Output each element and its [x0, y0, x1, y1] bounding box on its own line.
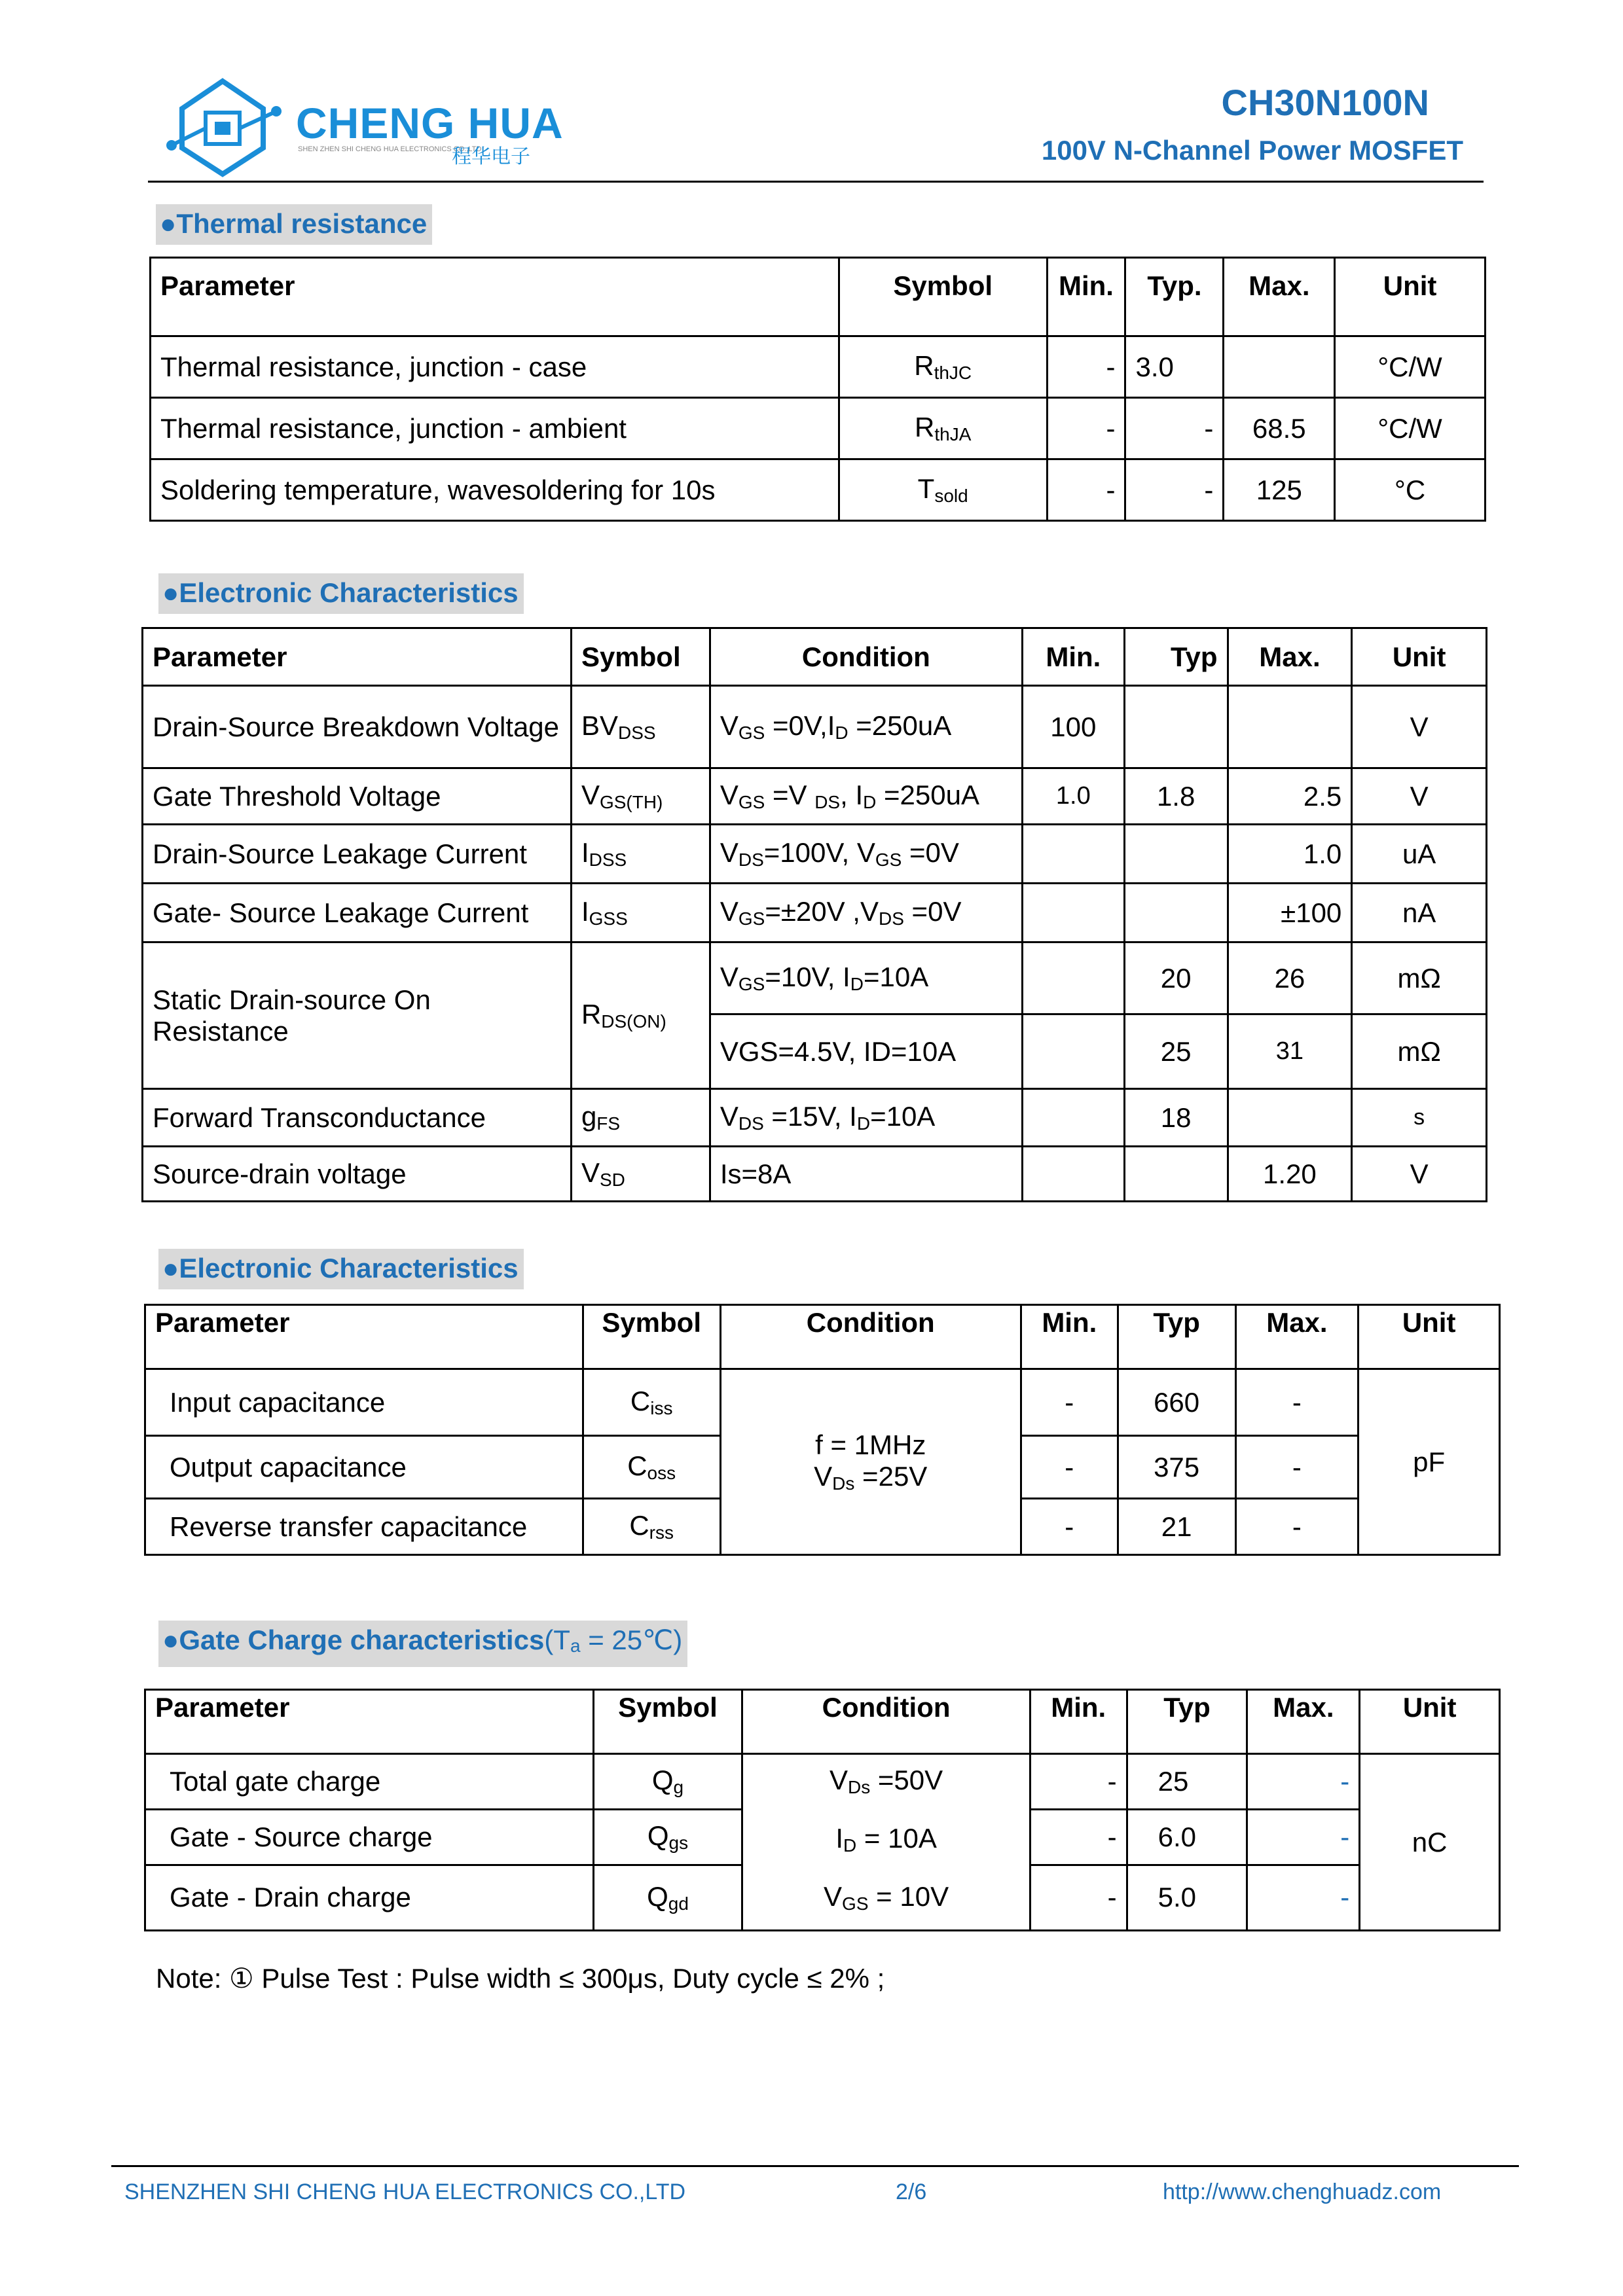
max-cell: - [1235, 1499, 1359, 1555]
col-header-typ: Typ [1124, 628, 1228, 686]
condition-frequency: f = 1MHz [815, 1429, 926, 1460]
unit-cell: V [1352, 768, 1487, 825]
param-cell: Input capacitance [145, 1369, 583, 1436]
typ-cell: 25 [1124, 1014, 1228, 1089]
typ-cell: - [1125, 398, 1224, 459]
col-header-parameter: Parameter [145, 1305, 583, 1369]
table-row [145, 1369, 1500, 1436]
table-row [151, 336, 1486, 398]
unit-cell: pF [1359, 1369, 1500, 1555]
table-row [145, 1754, 1500, 1810]
capacitance-table [144, 1304, 1501, 1556]
table-row [143, 768, 1487, 825]
min-cell: - [1021, 1499, 1118, 1555]
brand-name: CHENG HUA [296, 99, 564, 147]
symbol-cell: $Q_{gd}$ [593, 1865, 742, 1930]
typ-cell: 18 [1124, 1089, 1228, 1147]
col-header-parameter: Parameter [143, 628, 572, 686]
table-row [143, 1089, 1487, 1147]
col-header-parameter: Parameter [151, 258, 839, 336]
thermal-table [149, 257, 1486, 522]
part-description: 100V N-Channel Power MOSFET [1041, 135, 1463, 166]
unit-cell: mΩ [1352, 942, 1487, 1014]
param-cell: Total gate charge [145, 1754, 594, 1810]
param-cell: Source-drain voltage [143, 1147, 572, 1202]
table-row [143, 686, 1487, 768]
footnote: Note: ① Pulse Test : Pulse width ≤ 300μs, Duty cycle ≤ 2% ; [156, 1963, 885, 1994]
col-header-unit: Unit [1335, 258, 1486, 336]
unit-cell: s [1352, 1089, 1487, 1147]
col-header-unit: Unit [1352, 628, 1487, 686]
min-cell [1022, 1147, 1124, 1202]
min-cell: 1.0 [1022, 768, 1124, 825]
condition-cell: $V_{DS} =15V$, $I_D=10A$ [710, 1089, 1022, 1147]
col-header-parameter: Parameter [145, 1690, 594, 1754]
footer-url-link[interactable]: http://www.chenghuadz.com [1163, 2179, 1442, 2204]
section-title-capacitance: ●Electronic Characteristics [158, 1249, 524, 1289]
col-header-min: Min. [1047, 258, 1125, 336]
param-cell: Drain-Source Breakdown Voltage [143, 686, 572, 768]
min-cell [1022, 825, 1124, 884]
condition-vgs: $V_{GS} = 10V$ [824, 1881, 949, 1914]
table-row [151, 459, 1486, 521]
min-cell: - [1030, 1865, 1127, 1930]
max-cell: 1.20 [1228, 1147, 1352, 1202]
typ-cell: - [1125, 459, 1224, 521]
section-title-electronic: ●Electronic Characteristics [158, 573, 524, 614]
col-header-unit: Unit [1359, 1305, 1500, 1369]
col-header-condition: Condition [720, 1305, 1021, 1369]
gate-charge-table [144, 1689, 1501, 1931]
symbol-cell: $C_{rss}$ [583, 1499, 720, 1555]
symbol-cell: $I_{DSS}$ [571, 825, 710, 884]
condition-cell [720, 1369, 1021, 1555]
symbol-cell: $R_{DS(ON)}$ [571, 942, 710, 1089]
max-cell: - [1247, 1754, 1360, 1810]
symbol-cell: $C_{oss}$ [583, 1436, 720, 1499]
unit-cell: °C/W [1335, 336, 1486, 398]
param-cell: Static Drain-source On Resistance [143, 942, 572, 1089]
min-cell: - [1047, 459, 1125, 521]
table-header-row [145, 1690, 1500, 1754]
min-cell: - [1030, 1809, 1127, 1865]
typ-cell: 5.0 [1127, 1865, 1247, 1930]
max-cell [1228, 686, 1352, 768]
param-cell: Drain-Source Leakage Current [143, 825, 572, 884]
max-cell: - [1235, 1436, 1359, 1499]
typ-cell: 6.0 [1127, 1809, 1247, 1865]
symbol-cell: $C_{iss}$ [583, 1369, 720, 1436]
typ-cell [1124, 1147, 1228, 1202]
col-header-symbol: Symbol [571, 628, 710, 686]
table-row [143, 942, 1487, 1014]
typ-cell [1124, 884, 1228, 942]
col-header-max: Max. [1247, 1690, 1360, 1754]
footer-company: SHENZHEN SHI CHENG HUA ELECTRONICS CO.,LTD [124, 2179, 686, 2204]
param-cell: Soldering temperature, wavesoldering for 10s [151, 459, 839, 521]
max-cell: - [1247, 1865, 1360, 1930]
max-cell: 26 [1228, 942, 1352, 1014]
logo-icon [166, 81, 282, 174]
condition-cell: Is=8A [710, 1147, 1022, 1202]
unit-cell: nC [1360, 1754, 1500, 1931]
typ-cell [1124, 686, 1228, 768]
section-title-thermal: ●Thermal resistance [156, 204, 432, 245]
min-cell: - [1047, 398, 1125, 459]
unit-cell: V [1352, 686, 1487, 768]
table-row [151, 398, 1486, 459]
condition-cell: $V_{GS}=\pm 20V$ $,V_{DS} =0V$ [710, 884, 1022, 942]
table-header-row [145, 1305, 1500, 1369]
table-row [143, 884, 1487, 942]
header-divider [148, 181, 1484, 183]
electronic-table [141, 627, 1487, 1202]
col-header-typ: Typ [1127, 1690, 1247, 1754]
table-header-row [151, 258, 1486, 336]
symbol-cell: $I_{GSS}$ [571, 884, 710, 942]
condition-cell: $V_{GS} =0V,I_D =250uA$ [710, 686, 1022, 768]
typ-cell: 1.8 [1124, 768, 1228, 825]
typ-cell: 3.0 [1125, 336, 1224, 398]
section-title-gate-charge: ●Gate Charge $characteristics(T_a$ = 25℃) [158, 1621, 687, 1667]
param-cell: Output capacitance [145, 1436, 583, 1499]
symbol-cell: $Q_{gs}$ [593, 1809, 742, 1865]
typ-cell: 20 [1124, 942, 1228, 1014]
unit-cell: °C [1335, 459, 1486, 521]
max-cell [1228, 1089, 1352, 1147]
param-cell: Thermal resistance, junction - case [151, 336, 839, 398]
page-number: 2/6 [896, 2179, 927, 2204]
symbol-cell: $V_{SD}$ [571, 1147, 710, 1202]
condition-cell: VGS=4.5V, ID=10A [710, 1014, 1022, 1089]
typ-cell: 660 [1118, 1369, 1235, 1436]
brand-chinese: 程华电子 [452, 145, 530, 168]
param-cell: Forward Transconductance [143, 1089, 572, 1147]
max-cell [1224, 336, 1335, 398]
col-header-max: Max. [1235, 1305, 1359, 1369]
min-cell: - [1047, 336, 1125, 398]
max-cell: 125 [1224, 459, 1335, 521]
table-row [143, 1147, 1487, 1202]
param-cell: Thermal resistance, junction - ambient [151, 398, 839, 459]
condition-cell: $V_{GS} =V$ $_{DS}$, $I_D =250uA$ [710, 768, 1022, 825]
unit-cell: mΩ [1352, 1014, 1487, 1089]
max-cell: 1.0 [1228, 825, 1352, 884]
col-header-condition: Condition [742, 1690, 1030, 1754]
max-cell: ±100 [1228, 884, 1352, 942]
symbol-cell: $T_{sold}$ [839, 459, 1047, 521]
max-cell: 2.5 [1228, 768, 1352, 825]
footer-divider [111, 2165, 1519, 2167]
min-cell: - [1021, 1436, 1118, 1499]
part-number: CH30N100N [1221, 82, 1429, 123]
brand-subtitle: SHEN ZHEN SHI CHENG HUA ELECTRONICS CO.,LTD [298, 145, 482, 153]
param-cell: Gate - Drain charge [145, 1865, 594, 1930]
table-header-row [143, 628, 1487, 686]
condition-cell [742, 1754, 1030, 1931]
symbol-cell: $V_{GS(TH)}$ [571, 768, 710, 825]
condition-id: $I_D = 10A$ [835, 1823, 937, 1856]
max-cell: - [1235, 1369, 1359, 1436]
col-header-typ: Typ [1118, 1305, 1235, 1369]
col-header-min: Min. [1030, 1690, 1127, 1754]
max-cell: 68.5 [1224, 398, 1335, 459]
symbol-cell: $Q_g$ [593, 1754, 742, 1810]
max-cell: 31 [1228, 1014, 1352, 1089]
col-header-max: Max. [1228, 628, 1352, 686]
symbol-cell: $g_{FS}$ [571, 1089, 710, 1147]
unit-cell: nA [1352, 884, 1487, 942]
col-header-symbol: Symbol [583, 1305, 720, 1369]
typ-cell: 25 [1127, 1754, 1247, 1810]
unit-cell: uA [1352, 825, 1487, 884]
condition-vds: $V_{Ds} =25V$ [814, 1461, 928, 1494]
col-header-condition: Condition [710, 628, 1022, 686]
typ-cell: 375 [1118, 1436, 1235, 1499]
symbol-cell: $R_{thJC}$ [839, 336, 1047, 398]
condition-vds: $V_{Ds} =50V$ [829, 1765, 943, 1797]
min-cell: - [1030, 1754, 1127, 1810]
max-cell: - [1247, 1809, 1360, 1865]
typ-cell [1124, 825, 1228, 884]
condition-cell: $V_{DS}=100V$, $V_{GS} =0V$ [710, 825, 1022, 884]
min-cell [1022, 1089, 1124, 1147]
col-header-symbol: Symbol [839, 258, 1047, 336]
condition-cell: $V_{GS}=10V$, $I_D=10A$ [710, 942, 1022, 1014]
symbol-cell: $R_{thJA}$ [839, 398, 1047, 459]
col-header-symbol: Symbol [593, 1690, 742, 1754]
param-cell: Reverse transfer capacitance [145, 1499, 583, 1555]
unit-cell: °C/W [1335, 398, 1486, 459]
param-cell: Gate- Source Leakage Current [143, 884, 572, 942]
col-header-max: Max. [1224, 258, 1335, 336]
col-header-typ: Typ. [1125, 258, 1224, 336]
table-row [143, 825, 1487, 884]
typ-cell: 21 [1118, 1499, 1235, 1555]
col-header-unit: Unit [1360, 1690, 1500, 1754]
param-cell: Gate - Source charge [145, 1809, 594, 1865]
col-header-min: Min. [1021, 1305, 1118, 1369]
unit-cell: V [1352, 1147, 1487, 1202]
min-cell: 100 [1022, 686, 1124, 768]
min-cell [1022, 884, 1124, 942]
symbol-cell: $BV_{DSS}$ [571, 686, 710, 768]
param-cell: Gate Threshold Voltage [143, 768, 572, 825]
min-cell [1022, 1014, 1124, 1089]
min-cell [1022, 942, 1124, 1014]
col-header-min: Min. [1022, 628, 1124, 686]
min-cell: - [1021, 1369, 1118, 1436]
